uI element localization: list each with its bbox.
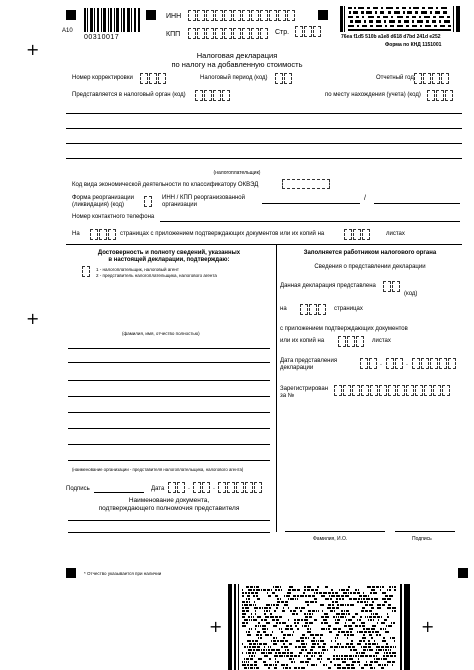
org-name-line-5[interactable] <box>68 444 270 445</box>
footer-2d-barcode <box>228 584 410 670</box>
reorg-inn-label-2: организации <box>162 202 197 208</box>
doc-caption-2: подтверждающего полномочия представителя <box>98 505 240 512</box>
page-label: Стр. <box>275 29 290 36</box>
submitted-code-suffix: (код) <box>404 291 418 297</box>
signature-line[interactable] <box>94 492 144 493</box>
right-date-sep-1: . <box>380 360 382 367</box>
inn-label: ИНН <box>166 13 182 20</box>
reporting-year-label: Отчетный год <box>376 75 414 81</box>
pages-with-docs-label: страницах с приложением подтверждающих документов или их копий на <box>120 231 325 237</box>
on-label: На <box>72 231 80 237</box>
kpp-cells[interactable] <box>188 28 269 39</box>
corner-marker-bottom-right <box>458 568 468 578</box>
reorg-form-label-2: (ликвидация) (код) <box>72 202 124 208</box>
submitted-code-cells[interactable] <box>383 281 401 292</box>
registration-cross-icon: + <box>209 617 223 636</box>
tax-officer-fio-line[interactable] <box>285 531 385 532</box>
registered-label-1: Зарегистрирован <box>280 386 329 392</box>
header-2d-barcode <box>340 6 460 32</box>
tax-officer-signature-line[interactable] <box>395 531 455 532</box>
confirm-option-1: 1 - налогоплательщик, налоговый агент <box>96 267 179 272</box>
registration-cross-icon: + <box>26 309 40 328</box>
right-or-copies-label: или их копий на <box>280 338 325 344</box>
corner-marker-top-mid <box>146 10 156 20</box>
footer-note: * Отчество указывается при наличии <box>84 571 162 576</box>
right-date-month-cells[interactable] <box>386 358 404 369</box>
representative-fio-line-2[interactable] <box>68 362 270 363</box>
header-barcode <box>84 8 140 32</box>
taxpayer-caption: (налогоплательщик) <box>213 170 261 176</box>
reorg-slash: / <box>364 195 366 202</box>
org-name-line-2[interactable] <box>68 396 270 397</box>
date-label: Дата <box>151 486 165 492</box>
right-pages-cells[interactable] <box>300 304 327 315</box>
reporting-year-cells[interactable] <box>414 73 450 84</box>
date-sep-2: . <box>213 484 215 491</box>
org-name-line-1[interactable] <box>68 380 270 381</box>
org-name-line-6[interactable] <box>68 460 270 461</box>
date-submit-label-2: декларации <box>280 365 314 371</box>
right-date-sep-2: . <box>406 360 408 367</box>
reorg-form-label-1: Форма реорганизации <box>72 195 134 201</box>
pages-cells[interactable] <box>90 229 117 240</box>
tax-period-label: Налоговый период (код) <box>200 75 268 81</box>
confirm-type-cell[interactable] <box>82 266 91 277</box>
form-code: A10 <box>62 28 73 34</box>
kpp-label: КПП <box>166 31 181 38</box>
taxpayer-line-1[interactable] <box>66 113 462 114</box>
date-year-cells[interactable] <box>218 482 263 493</box>
reorg-kpp-line[interactable] <box>374 203 460 204</box>
reorg-inn-line[interactable] <box>262 203 360 204</box>
tax-officer-signature-caption: Подпись <box>412 536 432 542</box>
taxpayer-line-2[interactable] <box>66 128 462 129</box>
fio-caption: (фамилия, имя, отчество полностью) <box>122 331 200 336</box>
right-sheets-cells[interactable] <box>338 336 365 347</box>
tax-office-subtitle: Сведения о представлении декларации <box>314 264 426 270</box>
confirm-title-1: Достоверность и полноту сведений, указанных <box>97 250 241 256</box>
okved-label: Код вида экономической деятельности по классификатору ОКВЭД <box>72 182 259 188</box>
corner-marker-bottom-left <box>66 568 76 578</box>
taxpayer-line-3[interactable] <box>66 143 462 144</box>
submitted-code-label: Данная декларация представлена <box>280 283 376 289</box>
tax-period-cells[interactable] <box>275 73 293 84</box>
submitted-to-label: Представляется в налоговый орган (код) <box>72 92 186 98</box>
org-name-line-3[interactable] <box>68 412 270 413</box>
date-month-cells[interactable] <box>193 482 211 493</box>
registration-cross-icon: + <box>421 617 435 636</box>
registration-cross-icon: + <box>26 40 40 59</box>
hash-text: 76ea f1d5 510b a1e8 d618 d7bd 241d e252 <box>341 34 441 40</box>
taxpayer-line-4[interactable] <box>66 158 462 159</box>
right-date-year-cells[interactable] <box>412 358 457 369</box>
org-caption: (наименование организации - представителя налогоплательщика, налогового агента) <box>72 467 244 472</box>
reorg-inn-label-1: ИНН / КПП реорганизованной <box>162 195 245 201</box>
org-name-line-4[interactable] <box>68 428 270 429</box>
doc-line-2[interactable] <box>68 532 270 533</box>
doc-line-1[interactable] <box>68 520 270 521</box>
corner-marker-top-left <box>66 10 76 20</box>
date-sep-1: . <box>188 484 190 491</box>
title-line1: Налоговая декларация <box>196 51 278 60</box>
confirm-option-2: 2 - представитель налогоплательщика, налогового агента <box>96 273 217 278</box>
column-divider <box>276 244 277 532</box>
title-line2: по налогу на добавленную стоимость <box>171 60 303 69</box>
location-label: по месту нахождения (учета) (код) <box>325 92 421 98</box>
phone-line[interactable] <box>160 221 460 222</box>
right-sheets-label: листах <box>372 338 391 344</box>
correction-number-label: Номер корректировки <box>72 75 133 81</box>
registered-label-2: за № <box>280 393 295 399</box>
okved-input[interactable] <box>282 179 330 189</box>
tax-officer-fio-caption: Фамилия, И.О. <box>313 536 348 542</box>
representative-fio-line-1[interactable] <box>68 348 270 349</box>
submitted-to-cells[interactable] <box>195 90 231 101</box>
knd-label: Форма по КНД 1151001 <box>385 42 442 48</box>
correction-number-cells[interactable] <box>140 73 167 84</box>
doc-caption-1: Наименование документа, <box>128 497 210 504</box>
registered-number-cells[interactable] <box>334 385 451 396</box>
right-date-day-cells[interactable] <box>360 358 378 369</box>
phone-label: Номер контактного телефона <box>72 214 155 220</box>
signature-label: Подпись <box>66 486 90 492</box>
right-pages-label: страницах <box>334 306 363 312</box>
reorg-form-cells[interactable] <box>144 196 153 207</box>
section-divider <box>66 244 462 245</box>
date-submit-label-1: Дата представления <box>280 358 338 364</box>
tax-office-title: Заполняется работником налогового органа <box>303 250 437 256</box>
date-day-cells[interactable] <box>168 482 186 493</box>
corner-marker-top-right <box>318 10 328 20</box>
page-cells[interactable] <box>295 26 322 37</box>
location-cells[interactable] <box>427 90 454 101</box>
confirm-title-2: в настоящей декларации, подтверждаю: <box>108 257 230 263</box>
sheets-cells[interactable] <box>344 229 371 240</box>
barcode-number: 00310017 <box>84 34 120 41</box>
sheets-label: листах <box>386 231 405 237</box>
inn-cells[interactable] <box>188 10 296 21</box>
right-with-docs-label: с приложением подтверждающих документов <box>280 326 408 332</box>
right-on-label: на <box>280 306 287 312</box>
